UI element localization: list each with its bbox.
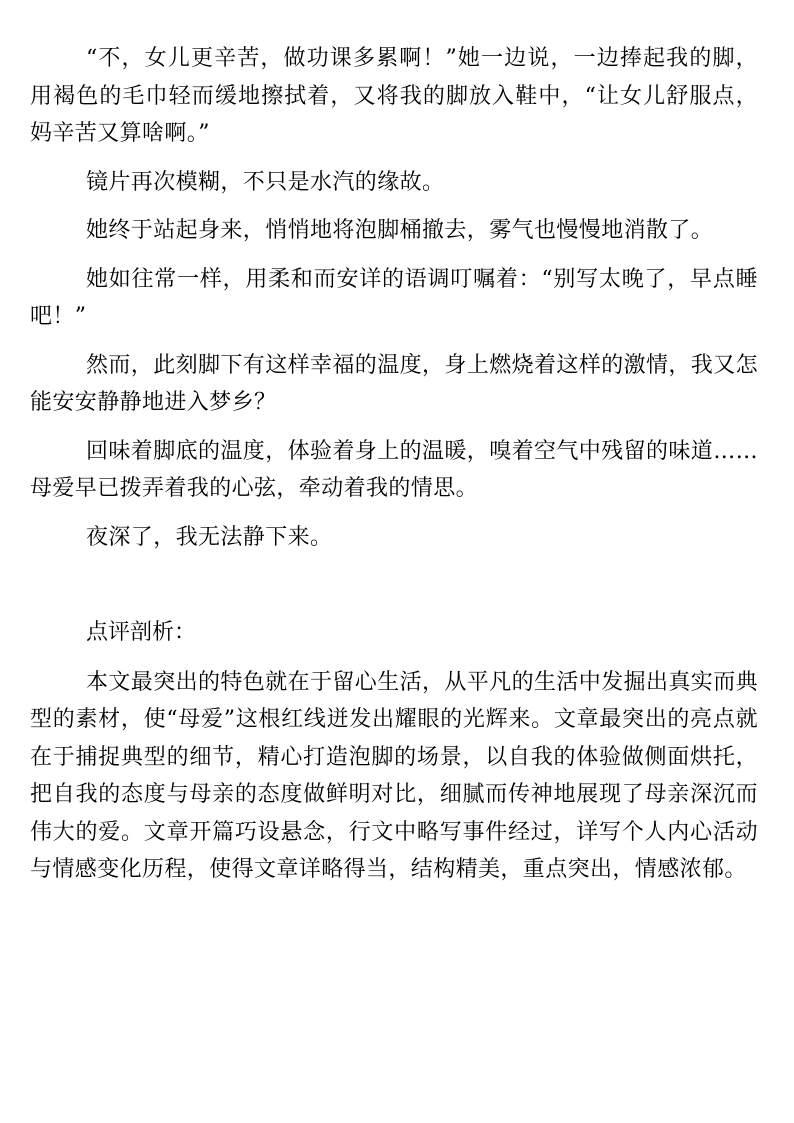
commentary-heading: 点评剖析： bbox=[86, 620, 197, 645]
story-paragraph: 她终于站起身来，悄悄地将泡脚桶撤去，雾气也慢慢地消散了。 bbox=[86, 218, 714, 243]
story-paragraph: 夜深了，我无法静下来。 bbox=[86, 524, 333, 550]
story-paragraph: 然而，此刻脚下有这样幸福的温度，身上燃烧着这样的激情，我又怎能安安静静地进入梦乡？ bbox=[30, 352, 759, 415]
story-paragraph: 回味着脚底的温度，体验着身上的温暖，嗅着空气中残留的味道……母爱早已拨弄着我的心弦，牵动着我的情思。 bbox=[30, 438, 759, 501]
story-paragraph: 她如往常一样，用柔和而安详的语调叮嘱着：“别写太晚了，早点睡吧！” bbox=[30, 266, 758, 329]
story-paragraph: 镜片再次模糊，不只是水汽的缘故。 bbox=[86, 169, 445, 195]
document-page bbox=[30, 40, 758, 889]
commentary-body: 本文最突出的特色就在于留心生活，从平凡的生活中发掘出真实而典型的素材，使“母爱”这根红线迸发出耀眼的光辉来。文章最突出的亮点就在于捕捉典型的细节，精心打造泡脚的场景，以自我的体验做侧面烘托，把自我的态度与母亲的态度做鲜明对比，细腻而传神地展现了母亲深沉而伟大的爱。文章开篇巧设悬念，行文中略写事件经过，详写个人内心活动与情感变化历程，使得文章详略得当，结构精美，重点突出，情感浓郁。 bbox=[30, 669, 759, 882]
story-paragraph: “不，女儿更辛苦，做功课多累啊！”她一边说，一边捧起我的脚，用褐色的毛巾轻而缓地擦拭着，又将我的脚放入鞋中，“让女儿舒服点，妈辛苦又算啥啊。” bbox=[30, 46, 758, 146]
